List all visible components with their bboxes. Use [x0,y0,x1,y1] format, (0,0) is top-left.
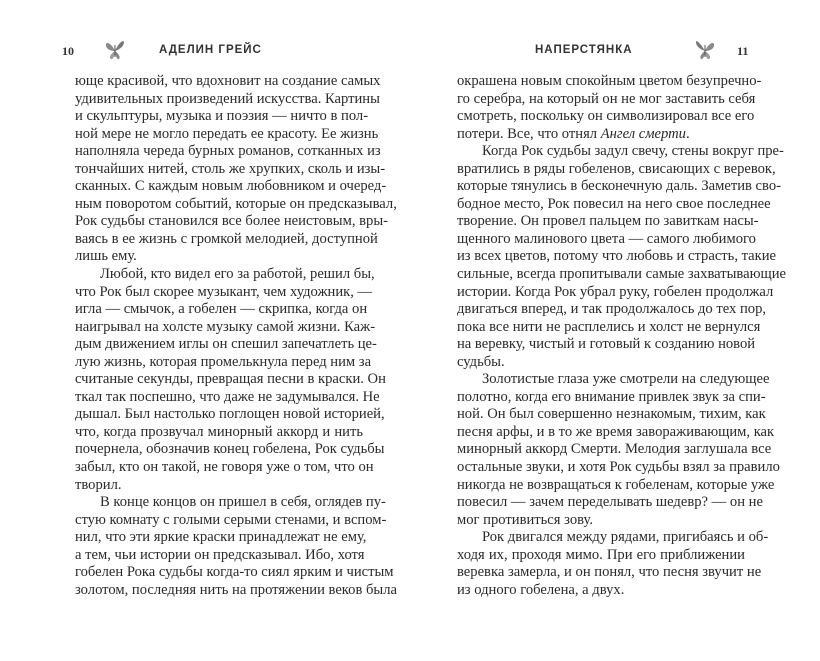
text-line [457,213,759,231]
text-line [75,318,376,337]
line-text: из всех цветов, потому что любовь и страсть, такие [457,248,777,265]
text-line [457,406,766,424]
line-text: минорный аккорд Смерти. Мелодия заглушала все [457,441,772,458]
line-text: песня арфы, и в то же время завораживающим, как [457,423,775,440]
line-text: мог противиться зову. [457,511,593,528]
text-line [457,529,769,547]
line-text: сильные, всегда пропитывали самые захватывающие [457,266,787,283]
butterfly-icon [693,38,717,62]
running-head-author: АДЕЛИН ГРЕЙС [159,44,262,56]
line-text: двигаться вперед, и так продолжалось до тех пор, [457,301,767,318]
line-text: гобелен Рока судьбы когда-то сиял ярким и чистым [75,564,394,581]
text-line [75,477,363,495]
text-line [457,108,755,126]
line-text: творил. [75,476,122,493]
text-line [75,353,372,372]
line-text: . [685,125,690,142]
line-text: ным поворотом событий, которые он предсказывал, [75,195,397,212]
text-line [457,90,756,109]
text-line [457,354,745,372]
line-text: что Рок был скорее музыкант, чем художник, — [75,283,373,300]
text-line [75,266,375,284]
text-line [75,424,363,442]
text-line [75,73,381,91]
line-text: ваясь в ее жизнь с громкой мелодией, доступной [75,230,378,247]
line-text: щенного малинового цвета — самого любимого [457,230,756,247]
page-number: 10 [62,44,74,58]
text-line [457,318,761,337]
text-line [457,459,780,477]
text-line [457,143,784,161]
line-text: золотом, последняя нить на протяжении веков была [75,581,397,598]
text-line [75,441,385,459]
text-line [457,230,756,249]
line-text: смотреть, поскольку он символизировал все его [457,108,755,125]
text-line [75,283,373,302]
line-text: нил, что эти яркие краски принадлежат не ему, [75,529,367,546]
text-line [457,178,781,196]
line-text: из одного гобелена, а двух. [457,581,625,598]
text-line [457,283,774,302]
text-line [457,195,771,214]
line-text: наигрывал на холсте музыку самой жизни. Каж- [75,318,376,335]
text-line [75,301,368,319]
text-line [75,178,387,196]
text-line [75,371,386,389]
line-text: игла — смычок, а гобелен — скрипка, когда он [75,301,368,318]
line-text: а тем, чьи истории он предсказывал. Ибо, хотя [75,546,365,563]
right-page [410,0,820,661]
line-text: что, когда прозвучал минорный аккорд и нить [75,423,363,440]
line-text: пока все нити не расплелись и холст не вернулся [457,318,761,335]
text-line [457,547,745,565]
line-text: на веревку, чистый и готовый к созданию новой [457,336,756,353]
line-text: сканных. С каждым новым любовником и очеред- [75,178,387,195]
line-text: стую комнату с голыми серыми стенами, и вспом- [75,511,387,528]
text-line [457,126,745,144]
line-text: веревка замерла, и он понял, что песня звучит не [457,564,762,581]
text-line [457,160,776,179]
text-line [75,511,387,530]
line-text: судьбы. [457,353,505,370]
text-line [457,336,756,354]
line-text: го серебра, на который он не мог заставить себя [457,90,756,107]
line-text: забыл, кто он такой, не говоря уже о том, что он [75,459,374,476]
line-text: истории. Когда Рок убрал руку, гобелен продолжал [457,283,774,300]
text-line [457,248,777,266]
line-text: наполняла череда бурных романов, сотканных из [75,143,381,160]
text-line [75,248,363,266]
text-line [457,388,766,407]
line-text: считаные секунды, превращая песни в краски. Он [75,371,386,388]
text-line [75,459,374,477]
text-line [457,73,762,91]
text-line [75,143,381,161]
text-line [457,494,763,512]
line-text: творение. Он провел пальцем по завиткам насы- [457,213,759,230]
line-text: дым движением иглы он спешил запечатлеть це- [75,336,377,353]
body-text [457,73,787,599]
body-text [75,73,397,599]
line-text: полотно, когда его внимание привлек звук за спи- [457,388,766,405]
line-text: ходя их, проходя мимо. При его приближении [457,546,745,563]
line-text: удивительных произведений искусства. Картины [75,90,380,107]
line-text: лую жизнь, которая промелькнула перед ним за [75,353,372,370]
text-line [75,90,380,109]
line-text: тончайших нитей, столь же хрупких, сколь и изы- [75,160,386,177]
line-text: остальные звуки, и хотя Рок судьбы взял за правило [457,459,780,476]
italic-phrase: Ангел смерти [600,125,686,142]
line-text: В конце концов он пришел в себя, оглядев пу- [100,494,386,511]
text-line [75,494,386,512]
text-line [457,301,767,319]
text-line [75,195,397,214]
text-line [75,160,386,179]
line-text: бодное место, Рок повесил на него свое последнее [457,195,771,212]
line-text: юще красивой, что вдохновит на создание самых [75,73,381,89]
line-text: Когда Рок судьбы задул свечу, стены вокруг пре- [482,143,784,160]
text-line [75,564,394,582]
line-text: которые тянулись в бесконечную даль. Заметив сво- [457,178,781,195]
running-head-title: НАПЕРСТЯНКА [535,44,633,56]
page-number: 11 [737,44,749,58]
text-line [457,371,770,389]
text-line [75,581,397,600]
text-line [457,512,745,530]
line-text: Любой, кто видел его за работой, решил бы, [100,266,375,283]
text-line [457,564,762,582]
text-line [75,547,363,565]
text-line [75,406,385,424]
line-text: ной мере не могло передать ее красоту. Ее жизнь [75,125,379,142]
text-line [75,336,377,354]
text-line [457,423,775,442]
line-text: никогда не возвращаться к гобеленам, которые уже [457,476,775,493]
text-line [75,213,388,231]
text-line [75,125,379,144]
line-text: Рок судьбы становился все более неистовым, вры- [75,213,388,230]
text-line [75,230,378,249]
text-line [75,108,369,126]
line-text: повесил — зачем переделывать шедевр? — он не [457,494,763,511]
line-text: ткал так поспешно, что даже не задумывался. Не [75,388,380,405]
line-text: и скульптуры, музыка и поэзия — ничто в пол- [75,108,369,125]
line-text: Золотистые глаза уже смотрели на следующее [482,371,770,388]
line-text: дышал. Был настолько поглощен новой историей, [75,406,385,423]
butterfly-icon [103,38,127,62]
line-text: окрашена новым спокойным цветом безупречно- [457,73,762,89]
line-text: Рок двигался между рядами, пригибаясь и об- [482,529,769,546]
text-line [75,529,367,547]
line-text: ной. Он был совершенно незнакомым, тихим, как [457,406,766,423]
text-line [457,582,745,600]
text-line [75,388,380,407]
line-text: вратились в ряды гобеленов, свисающих с веревок, [457,160,776,177]
text-line [457,266,787,284]
line-text: лишь ему. [75,248,137,265]
line-text: почернела, обозначив конец гобелена, Рок судьбы [75,441,385,458]
text-line [457,476,775,495]
line-text: потери. Все, что отнял [457,125,601,142]
text-line [457,441,772,459]
